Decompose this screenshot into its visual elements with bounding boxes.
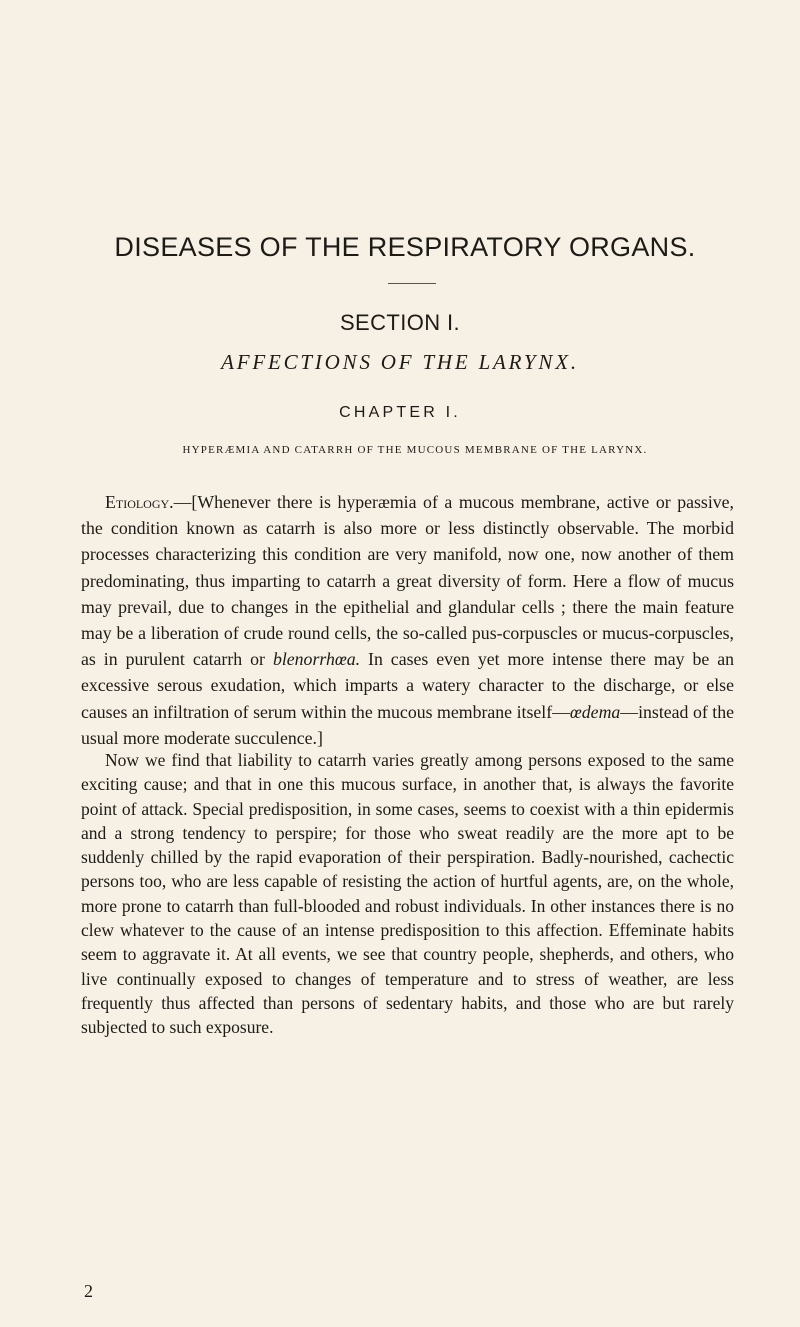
italic-term: œdema	[569, 701, 621, 722]
chapter-label: CHAPTER I.	[339, 404, 461, 421]
paragraph-text: Now we find that liability to catarrh varies greatly among persons exposed to the same exciting cause; and that in one this mucous surface, in another that, is always the favorite point of attack. Special predisposition, in some cases, seems to coexist with a thin epidermis and a strong tendency to perspire; for those who sweat readily are the more apt to be suddenly chilled by the rapid evaporation of their perspiration. Badly-nourished, cachectic persons too, who are less capable of resisting the action of hurtful agents, are, on the whole, more prone to catarrh than full-blooded and robust individuals. In other instances there is no clew whatever to the cause of an intense predisposition to this affection. Effeminate habits seem to aggravate it. At all events, we see that country people, shepherds, and others, who live continually exposed to changes of temperature and to stress of weather, are less frequently thus affected than persons of sedentary habits, and those who are but rarely subjected to such exposure.	[81, 750, 734, 1038]
book-title: DISEASES OF THE RESPIRATORY ORGANS.	[114, 232, 696, 262]
paragraph-text: —instead of the usual more moderate succulence.]	[81, 701, 734, 748]
italic-term: blenorrhœa.	[272, 649, 361, 670]
chapter-title: HYPERÆMIA AND CATARRH OF THE MUCOUS MEMBRANE OF THE LARYNX.	[182, 444, 648, 456]
etiology-heading: Etiology.	[105, 492, 174, 512]
section-subject: AFFECTIONS OF THE LARYNX.	[221, 350, 579, 374]
page-number: 2	[84, 1281, 93, 1301]
etiology-paragraph	[81, 489, 734, 751]
section-label: SECTION I.	[339, 310, 461, 335]
title-divider	[388, 283, 436, 284]
paragraph-text: —[Whenever there is hyperæmia of a mucous membrane, active or passive, the condition known as catarrh is also more or less distinctly observable. The morbid processes characterizing this condition are very manifold, now one, now another of them predominating, thus imparting to catarrh a great diversity of form. Here a flow of mucus may prevail, due to changes in the epithelial and glandular cells ; there the main feature may be a liberation of crude round cells, the so-called pus-corpuscles or mucus-corpuscles, as in purulent catarrh or	[81, 492, 734, 670]
predisposition-paragraph	[81, 748, 734, 1040]
paragraph-text: In cases even yet more intense there may be an excessive serous exudation, which imparts a watery character to the discharge, or else causes an infiltration of serum within the mucous membrane itself—	[81, 649, 735, 722]
